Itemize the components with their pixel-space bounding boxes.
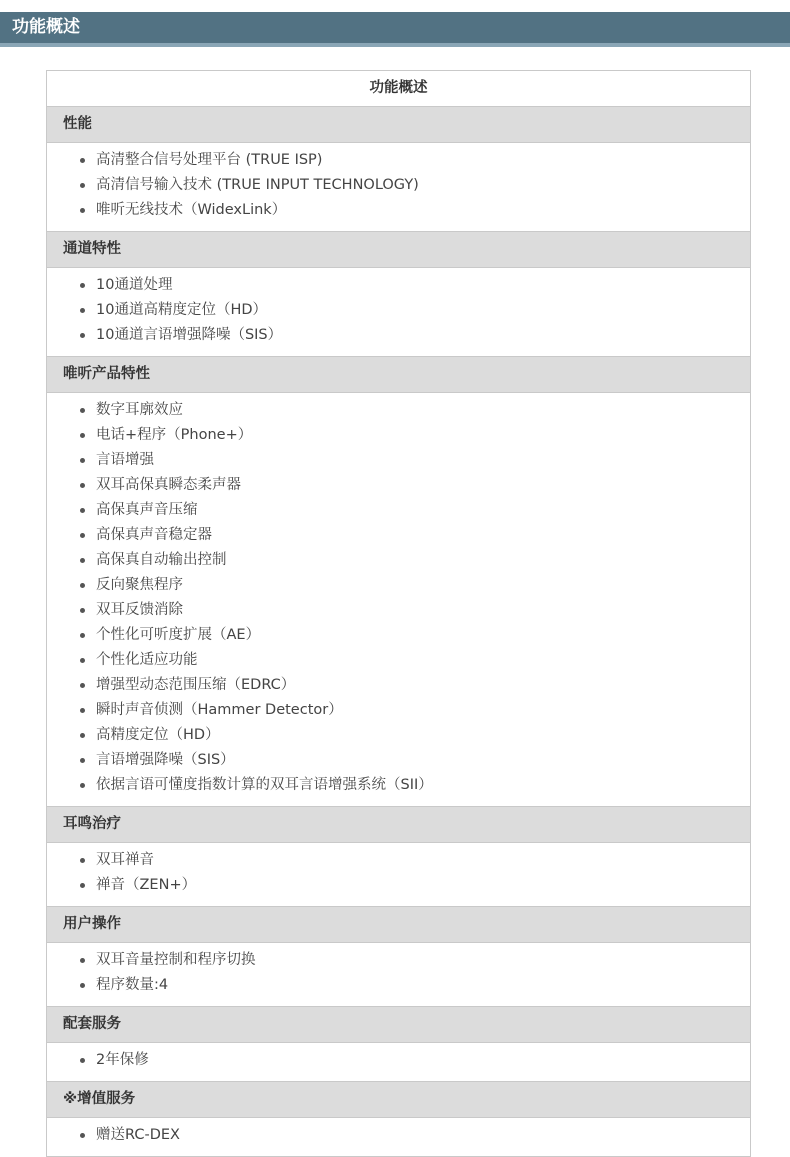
list-item bbox=[80, 773, 750, 798]
list-item bbox=[80, 298, 750, 323]
list-item-text: 高保真声音压缩 bbox=[96, 502, 198, 518]
bullet-icon bbox=[80, 883, 85, 888]
bullet-icon bbox=[80, 983, 85, 988]
bullet-icon bbox=[80, 483, 85, 488]
list-item-text: 电话+程序（Phone+） bbox=[96, 427, 253, 443]
list-item bbox=[80, 198, 750, 223]
table-title: 功能概述 bbox=[47, 71, 750, 107]
list-item-text: 数字耳廓效应 bbox=[96, 402, 183, 418]
list-item-text: 高清整合信号处理平台 (TRUE ISP) bbox=[96, 152, 323, 168]
section-heading: 唯听产品特性 bbox=[47, 357, 750, 393]
bullet-icon bbox=[80, 758, 85, 763]
section-heading: 耳鸣治疗 bbox=[47, 807, 750, 843]
bullet-icon bbox=[80, 458, 85, 463]
bullet-icon bbox=[80, 408, 85, 413]
page-title-bar bbox=[0, 12, 790, 47]
list-item-text: 高精度定位（HD） bbox=[96, 727, 220, 743]
bullet-icon bbox=[80, 858, 85, 863]
list-item-text: 双耳高保真瞬态柔声器 bbox=[96, 477, 241, 493]
section-heading: 通道特性 bbox=[47, 232, 750, 268]
list-item-text: 赠送RC-DEX bbox=[96, 1127, 180, 1143]
feature-list bbox=[47, 948, 750, 998]
list-item bbox=[80, 948, 750, 973]
feature-table bbox=[46, 70, 751, 1157]
list-item-text: 个性化适应功能 bbox=[96, 652, 198, 668]
list-item bbox=[80, 723, 750, 748]
list-item bbox=[80, 648, 750, 673]
list-item-text: 高保真声音稳定器 bbox=[96, 527, 212, 543]
list-item bbox=[80, 623, 750, 648]
section-heading: 用户操作 bbox=[47, 907, 750, 943]
section-heading: 配套服务 bbox=[47, 1007, 750, 1043]
feature-list bbox=[47, 1048, 750, 1073]
list-item bbox=[80, 873, 750, 898]
list-item-text: 言语增强 bbox=[96, 452, 154, 468]
list-item-text: 高保真自动输出控制 bbox=[96, 552, 227, 568]
list-item bbox=[80, 273, 750, 298]
list-item-text: 依据言语可懂度指数计算的双耳言语增强系统（SII） bbox=[96, 777, 433, 793]
list-item bbox=[80, 173, 750, 198]
list-item bbox=[80, 973, 750, 998]
section-body bbox=[47, 143, 750, 232]
list-item-text: 双耳反馈消除 bbox=[96, 602, 183, 618]
feature-list bbox=[47, 273, 750, 348]
list-item bbox=[80, 398, 750, 423]
section-body bbox=[47, 393, 750, 807]
list-item-text: 10通道处理 bbox=[96, 277, 173, 293]
list-item bbox=[80, 1123, 750, 1148]
bullet-icon bbox=[80, 1058, 85, 1063]
section-body bbox=[47, 268, 750, 357]
list-item bbox=[80, 148, 750, 173]
list-item-text: 双耳禅音 bbox=[96, 852, 154, 868]
bullet-icon bbox=[80, 558, 85, 563]
bullet-icon bbox=[80, 683, 85, 688]
feature-list bbox=[47, 398, 750, 798]
list-item-text: 增强型动态范围压缩（EDRC） bbox=[96, 677, 296, 693]
feature-list bbox=[47, 848, 750, 898]
list-item bbox=[80, 748, 750, 773]
list-item bbox=[80, 1048, 750, 1073]
bullet-icon bbox=[80, 783, 85, 788]
list-item-text: 10通道高精度定位（HD） bbox=[96, 302, 268, 318]
page-title: 功能概述 bbox=[12, 17, 80, 37]
list-item bbox=[80, 698, 750, 723]
bullet-icon bbox=[80, 733, 85, 738]
list-item-text: 禅音（ZEN+） bbox=[96, 877, 197, 893]
list-item bbox=[80, 523, 750, 548]
list-item bbox=[80, 673, 750, 698]
list-item bbox=[80, 473, 750, 498]
list-item-text: 2年保修 bbox=[96, 1052, 149, 1068]
bullet-icon bbox=[80, 583, 85, 588]
bullet-icon bbox=[80, 508, 85, 513]
section-body bbox=[47, 843, 750, 907]
list-item bbox=[80, 498, 750, 523]
list-item-text: 高清信号输入技术 (TRUE INPUT TECHNOLOGY) bbox=[96, 177, 419, 193]
list-item bbox=[80, 598, 750, 623]
bullet-icon bbox=[80, 958, 85, 963]
bullet-icon bbox=[80, 658, 85, 663]
bullet-icon bbox=[80, 1133, 85, 1138]
section-body bbox=[47, 1118, 750, 1157]
bullet-icon bbox=[80, 308, 85, 313]
bullet-icon bbox=[80, 333, 85, 338]
section-heading: ※增值服务 bbox=[47, 1082, 750, 1118]
list-item bbox=[80, 848, 750, 873]
section-body bbox=[47, 943, 750, 1007]
list-item bbox=[80, 448, 750, 473]
list-item-text: 言语增强降噪（SIS） bbox=[96, 752, 235, 768]
list-item-text: 双耳音量控制和程序切换 bbox=[96, 952, 256, 968]
list-item-text: 个性化可听度扩展（AE） bbox=[96, 627, 261, 643]
list-item-text: 瞬时声音侦测（Hammer Detector） bbox=[96, 702, 343, 718]
bullet-icon bbox=[80, 183, 85, 188]
feature-list bbox=[47, 148, 750, 223]
bullet-icon bbox=[80, 533, 85, 538]
list-item-text: 10通道言语增强降噪（SIS） bbox=[96, 327, 283, 343]
bullet-icon bbox=[80, 633, 85, 638]
bullet-icon bbox=[80, 433, 85, 438]
section-heading: 性能 bbox=[47, 107, 750, 143]
feature-list bbox=[47, 1123, 750, 1148]
bullet-icon bbox=[80, 283, 85, 288]
list-item-text: 程序数量:4 bbox=[96, 977, 169, 993]
list-item bbox=[80, 423, 750, 448]
list-item bbox=[80, 573, 750, 598]
section-body bbox=[47, 1043, 750, 1082]
list-item-text: 唯听无线技术（WidexLink） bbox=[96, 202, 287, 218]
list-item bbox=[80, 323, 750, 348]
bullet-icon bbox=[80, 158, 85, 163]
list-item bbox=[80, 548, 750, 573]
bullet-icon bbox=[80, 708, 85, 713]
bullet-icon bbox=[80, 608, 85, 613]
list-item-text: 反向聚焦程序 bbox=[96, 577, 183, 593]
bullet-icon bbox=[80, 208, 85, 213]
